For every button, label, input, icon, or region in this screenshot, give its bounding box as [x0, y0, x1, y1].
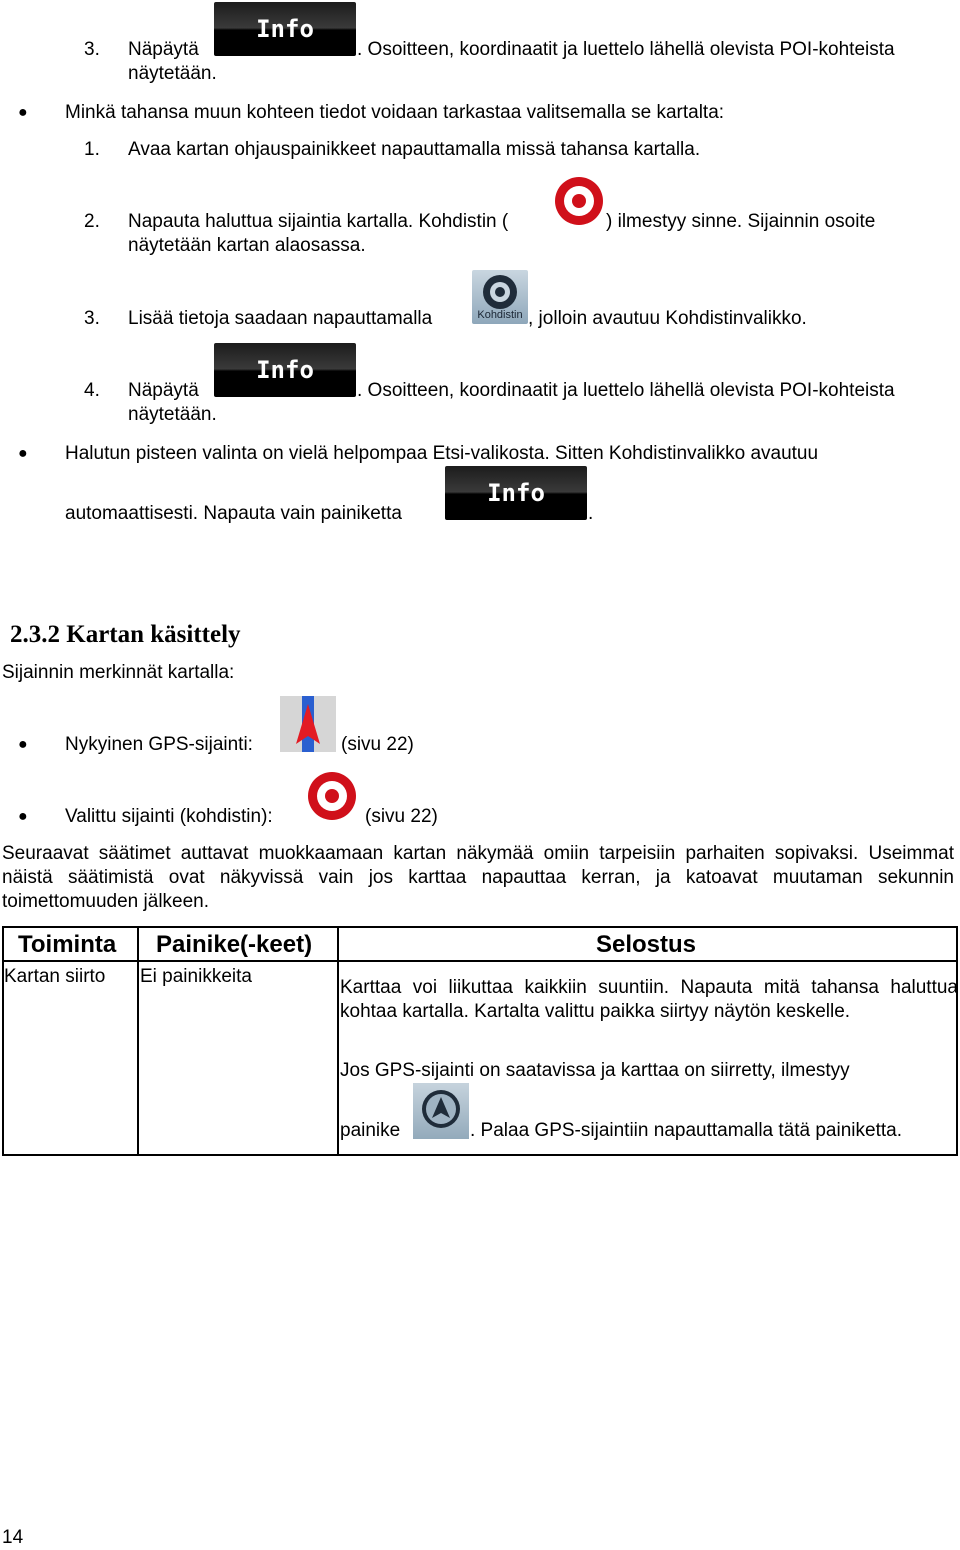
controls-table [2, 926, 958, 1156]
table-header-description: Selostus [596, 931, 697, 958]
step-text-cont: näytetään. [128, 404, 217, 425]
bullet-text-end: . [588, 503, 594, 524]
gps-page-ref: (sivu 22) [341, 734, 414, 755]
table-header-action: Toiminta [18, 931, 117, 958]
gps-position-icon [280, 696, 336, 752]
table-divider [4, 960, 956, 962]
step-text-post: ) ilmestyy sinne. Sijainnin osoite [606, 211, 876, 232]
step-text-pre: Näpäytä [128, 39, 199, 60]
section-heading: 2.3.2 Kartan käsittely [10, 621, 241, 648]
bullet-dot: ● [18, 445, 28, 462]
table-cell-action: Kartan siirto [4, 966, 106, 987]
kohdistin-button[interactable] [472, 270, 528, 324]
info-button[interactable]: Info [214, 2, 356, 56]
cursor-target-icon [305, 770, 359, 824]
bullet-dot: ● [18, 104, 28, 121]
return-to-gps-button[interactable] [413, 1083, 469, 1139]
info-button[interactable]: Info [445, 466, 587, 520]
step-number: 1. [84, 139, 100, 160]
step-number: 3. [84, 39, 100, 60]
table-header-buttons: Painike(-keet) [156, 931, 313, 958]
step-number: 4. [84, 380, 100, 401]
step-text-pre: Näpäytä [128, 380, 199, 401]
table-cell-buttons: Ei painikkeita [140, 966, 252, 987]
step-text: Avaa kartan ohjauspainikkeet napauttamalla missä tahansa kartalla. [128, 139, 701, 160]
step-text-cont: näytetään. [128, 63, 217, 84]
step-text-cont: näytetään kartan alaosassa. [128, 235, 366, 256]
step-text-post: . Osoitteen, koordinaatit ja luettelo lähellä olevista POI-kohteista [357, 39, 895, 60]
bullet-text: Halutun pisteen valinta on vielä helpompaa Etsi-valikosta. Sitten Kohdistinvalikko avautuu [65, 443, 819, 464]
bullet-text: Minkä tahansa muun kohteen tiedot voidaan tarkastaa valitsemalla se kartalta: [65, 102, 725, 123]
table-cell-description-2: Jos GPS-sijainti on saatavissa ja karttaa on siirretty, ilmestyy [340, 1060, 850, 1081]
cursor-page-ref: (sivu 22) [365, 806, 438, 827]
step-number: 3. [84, 308, 100, 329]
step-text-pre: Lisää tietoja saadaan napauttamalla [128, 308, 433, 329]
step-text-post: , jolloin avautuu Kohdistinvalikko. [528, 308, 807, 329]
table-cell-description-3-pre: painike [340, 1120, 401, 1141]
cursor-label: Valittu sijainti (kohdistin): [65, 806, 273, 827]
kohdistin-button-label: Kohdistin [477, 309, 523, 321]
bullet-dot: ● [18, 808, 28, 825]
step-text-post: . Osoitteen, koordinaatit ja luettelo lähellä olevista POI-kohteista [357, 380, 895, 401]
table-cell-description-3-post: . Palaa GPS-sijaintiin napauttamalla tätä painiketta. [470, 1120, 902, 1141]
section-paragraph: Seuraavat säätimet auttavat muokkaamaan kartan näkymää omiin tarpeisiin parhaiten sopivaksi. Useimmat näistä säätimistä ovat näkyvissä vain jos karttaa napauttaa kerran, ja katoavat muutaman sekunnin toimettomuuden jälkeen. [2, 843, 954, 912]
page-number: 14 [2, 1527, 24, 1548]
cursor-target-icon [552, 175, 606, 229]
cursor-target-icon [481, 273, 519, 311]
info-button[interactable]: Info [214, 343, 356, 397]
bullet-text-cont: automaattisesti. Napauta vain painiketta [65, 503, 402, 524]
bullet-dot: ● [18, 736, 28, 753]
gps-label: Nykyinen GPS-sijainti: [65, 734, 253, 755]
section-intro: Sijainnin merkinnät kartalla: [2, 662, 235, 683]
table-cell-description: Karttaa voi liikuttaa kaikkiin suuntiin. Napauta mitä tahansa haluttua kohtaa kartalla. Kartalta valittu paikka siirtyy näytön keskelle. [340, 977, 958, 1022]
step-text-pre: Napauta haluttua sijaintia kartalla. Kohdistin ( [128, 211, 509, 232]
step-number: 2. [84, 211, 100, 232]
